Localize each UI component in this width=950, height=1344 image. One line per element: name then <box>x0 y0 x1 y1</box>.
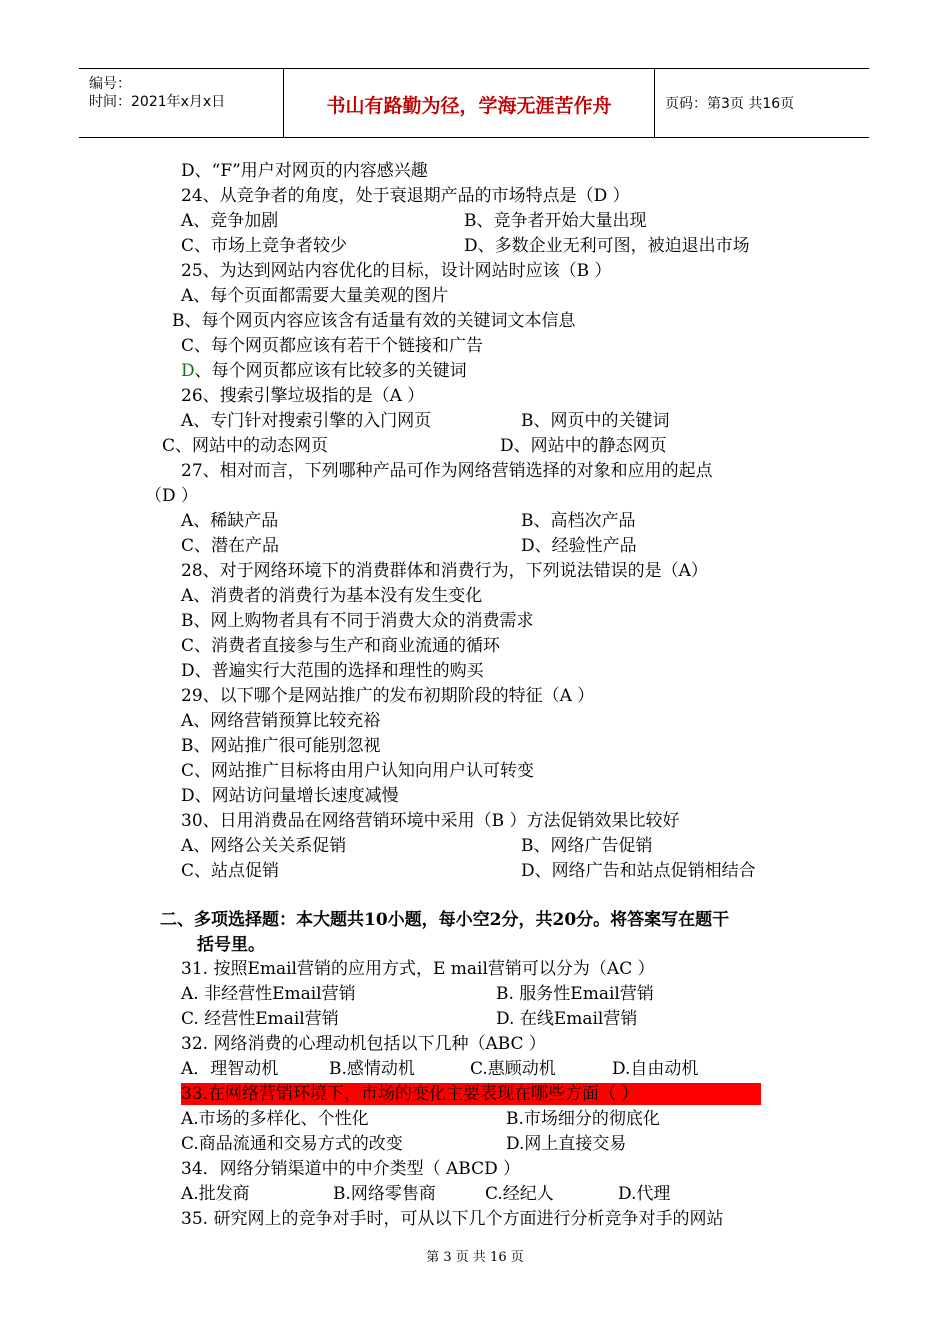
option-line: B、网上购物者具有不同于消费大众的消费需求 <box>181 611 534 631</box>
option-line: B.感情动机 <box>329 1059 415 1079</box>
question-31: 31. 按照Email营销的应用方式，E mail营销可以分为（AC ） <box>181 959 655 979</box>
page-info: 页码：第3页 共16页 <box>665 96 795 112</box>
option-line: C、消费者直接参与生产和商业流通的循环 <box>181 636 501 656</box>
option-line: D、经验性产品 <box>521 536 637 556</box>
option-line: B、网络广告促销 <box>521 836 653 856</box>
option-line: C. 经营性Email营销 <box>181 1009 339 1029</box>
option-text: 、每个网页都应该有比较多的关键词 <box>194 361 467 381</box>
option-line: C、网站推广目标将由用户认知向用户认可转变 <box>181 761 535 781</box>
motto: 书山有路勤为径，学海无涯苦作舟 <box>326 95 612 117</box>
option-line: A、网络公关关系促销 <box>181 836 347 856</box>
option-line: D.自由动机 <box>612 1059 699 1079</box>
option-line: B、竞争者开始大量出现 <box>464 211 647 231</box>
option-line: C、潜在产品 <box>181 536 280 556</box>
option-line: D、网站中的静态网页 <box>500 436 667 456</box>
option-line: C.经纪人 <box>485 1184 554 1204</box>
option-line: C、网站中的动态网页 <box>162 436 329 456</box>
option-line: B、网页中的关键词 <box>521 411 670 431</box>
option-line: D.网上直接交易 <box>506 1134 627 1154</box>
option-line: A.市场的多样化、个性化 <box>181 1109 369 1129</box>
option-line: D、网络广告和站点促销相结合 <box>521 861 756 881</box>
option-line: A、网络营销预算比较充裕 <box>181 711 381 731</box>
option-line <box>181 360 467 382</box>
question-24: 24、从竞争者的角度，处于衰退期产品的市场特点是（D ） <box>181 186 630 206</box>
option-line: B、每个网页内容应该含有适量有效的关键词文本信息 <box>172 311 576 331</box>
header-motto-cell <box>284 69 655 137</box>
question-26: 26、搜索引擎垃圾指的是（A ） <box>181 386 425 406</box>
option-line: C、站点促销 <box>181 861 280 881</box>
section-heading-continued: 括号里。 <box>197 935 265 955</box>
option-line: A、稀缺产品 <box>181 511 279 531</box>
header-page-cell <box>655 69 869 137</box>
option-line: D.代理 <box>618 1184 671 1204</box>
option-line: C、市场上竞争者较少 <box>181 236 348 256</box>
option-line: A、竞争加剧 <box>181 211 279 231</box>
question-34: 34．网络分销渠道中的中介类型（ ABCD ） <box>181 1159 521 1179</box>
option-line: B、高档次产品 <box>521 511 636 531</box>
option-line: D、普遍实行大范围的选择和理性的购买 <box>181 661 484 681</box>
option-line: B.网络零售商 <box>333 1184 436 1204</box>
option-line: C、每个网页都应该有若干个链接和广告 <box>181 336 484 356</box>
option-line: C.商品流通和交易方式的改变 <box>181 1134 403 1154</box>
option-line: B、网站推广很可能别忽视 <box>181 736 381 756</box>
option-line: A、消费者的消费行为基本没有发生变化 <box>181 586 483 606</box>
option-line: A．理智动机 <box>181 1059 279 1079</box>
question-33-highlighted: 33.在网络营销环境下，市场的变化主要表现在哪些方面（ ） <box>181 1083 761 1105</box>
page-footer: 第 3 页 共 16 页 <box>426 1250 524 1265</box>
option-line: D、“F”用户对网页的内容感兴趣 <box>181 161 428 181</box>
option-line: A. 非经营性Email营销 <box>181 984 356 1004</box>
option-line: D、多数企业无利可图，被迫退出市场 <box>464 236 750 256</box>
option-line: C.惠顾动机 <box>470 1059 556 1079</box>
question-25: 25、为达到网站内容优化的目标，设计网站时应该（B ） <box>181 261 612 281</box>
option-letter: D <box>181 361 195 381</box>
question-35: 35. 研究网上的竞争对手时，可从以下几个方面进行分析竞争对手的网站 <box>181 1209 724 1229</box>
header-meta-cell <box>79 69 284 137</box>
option-line: B.市场细分的彻底化 <box>506 1109 660 1129</box>
question-32: 32. 网络消费的心理动机包括以下几种（ABC ） <box>181 1034 546 1054</box>
question-28: 28、对于网络环境下的消费群体和消费行为，下列说法错误的是（A） <box>181 561 708 581</box>
question-29: 29、以下哪个是网站推广的发布初期阶段的特征（A ） <box>181 686 595 706</box>
option-line: B. 服务性Email营销 <box>496 984 654 1004</box>
question-27-continued: （D ） <box>145 486 199 506</box>
number-label: 编号： <box>89 76 131 92</box>
option-line: A.批发商 <box>181 1184 250 1204</box>
option-line: D、网站访问量增长速度减慢 <box>181 786 399 806</box>
question-27: 27、相对而言，下列哪种产品可作为网络营销选择的对象和应用的起点 <box>181 461 713 481</box>
option-line: A、专门针对搜索引擎的入门网页 <box>181 411 432 431</box>
page-header <box>79 68 869 138</box>
option-line: D. 在线Email营销 <box>496 1009 638 1029</box>
option-line: A、每个页面都需要大量美观的图片 <box>181 286 449 306</box>
section-heading: 二、多项选择题：本大题共10小题，每小空2分，共20分。将答案写在题干 <box>160 910 730 930</box>
question-30: 30、日用消费品在网络营销环境中采用（B ）方法促销效果比较好 <box>181 811 680 831</box>
date-label: 时间：2021年x月x日 <box>89 94 226 110</box>
